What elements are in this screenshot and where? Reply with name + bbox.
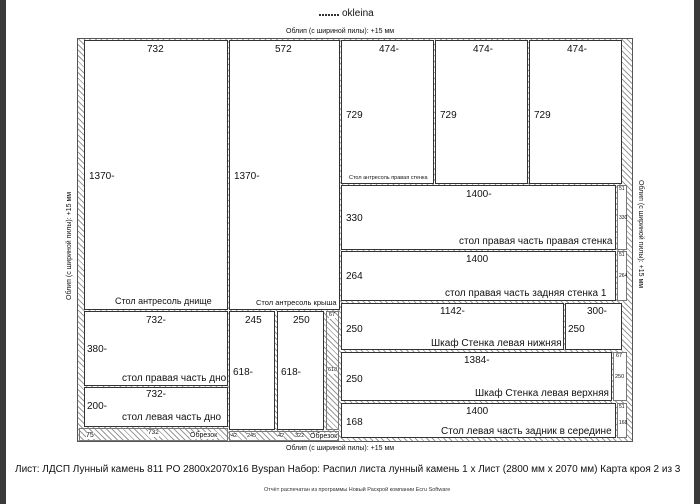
part[interactable] [529,40,622,184]
part-width: 474- [567,44,588,55]
part-name: Стол левая часть задник в середине [441,426,612,437]
part-name: стол правая часть правая стенка [459,236,613,247]
offcut [229,431,339,441]
part[interactable] [341,303,564,350]
part-width: 474- [379,44,400,55]
part-height: 729 [346,110,363,121]
part-name: стол правая часть задняя стенка 1 [445,288,607,299]
offcut-label: Обрезок [190,432,218,439]
part-name: Стол антресоль днище [115,296,212,306]
part-height: 729 [534,110,551,121]
part-height: 330 [346,213,363,224]
part[interactable] [565,303,622,350]
waste-piece [617,251,627,301]
part[interactable] [84,311,228,386]
waste-width: 51 [619,186,625,192]
part-height: 168 [346,417,363,428]
part-height: 729 [440,110,457,121]
part[interactable] [84,387,228,427]
offcut-height: 75 [86,432,94,439]
part[interactable] [341,185,616,250]
waste-width: 51 [619,252,625,258]
part-height: 618- [233,367,254,378]
waste-piece [613,352,627,401]
waste-width: 67 [616,353,623,359]
right-edge-label: Облип (с шириной пилы): +15 мм [637,180,644,289]
report-credit: Отчёт распечатан из программы Новый Раскрой компании Ecru Software [264,487,451,493]
waste-height: 330 [619,215,628,221]
part-height: 264 [346,271,363,282]
part-width: 474- [473,44,494,55]
part-width: 1384- [464,355,490,366]
part-width: 732- [146,315,167,326]
part-width: 732- [146,389,167,400]
offcut-a: 42 [231,433,238,439]
bottom-edge-label: Облип (с шириной пилы): +15 мм [286,445,395,452]
top-edge-label: Облип (с шириной пилы): +15 мм [286,28,395,35]
part[interactable] [229,311,275,430]
sheet-info: Лист: ЛДСП Лунный камень 811 PO 2800x2070x16 Byspan Набор: Распил листа лунный камень 1 х Лист (2800 мм х 2070 мм) Карта кроя 2 из 3 [15,464,681,475]
part-width: 245 [245,315,262,326]
part-width: 1400 [466,406,489,417]
offcut-d: 322 [295,433,305,439]
waste-height: 250 [615,374,625,380]
part-name: Шкаф Стенка левая верхняя [475,388,609,399]
part-name: Стол антресоль правая стенка [349,175,428,181]
part[interactable] [341,403,616,438]
waste-height: 264 [619,273,628,279]
part-width: 572 [275,44,292,55]
part[interactable] [341,40,434,184]
sheet [77,38,633,442]
waste-piece [326,311,339,430]
offcut-width: 732 [148,429,159,436]
part[interactable] [277,311,324,430]
part-width: 732 [147,44,164,55]
part-height: 618- [281,367,302,378]
left-edge-label: Облип (с шириной пилы): +15 мм [66,191,73,300]
offcut [79,428,228,441]
part-width: 300- [587,306,608,317]
part-height: 250 [346,374,363,385]
part-width: 1400- [466,189,492,200]
part-height: 380- [87,344,108,355]
part[interactable] [341,251,616,301]
waste-height: 168 [619,420,628,426]
offcut-b: 245 [247,433,257,439]
waste-width: 51 [619,404,625,410]
report-page [6,0,694,504]
part-height: 1370- [89,171,115,182]
logo-mark [319,14,339,16]
part-height: 1370- [234,171,260,182]
part[interactable] [341,352,612,401]
part-height: 250 [568,324,585,335]
offcut-c: 42 [278,433,285,439]
part-width: 1400 [466,254,489,265]
part-width: 250 [293,315,310,326]
part-name: стол правая часть дно [122,373,227,384]
waste-height: 618 [328,367,338,373]
waste-piece [617,185,627,250]
part[interactable] [84,40,228,310]
part-width: 1142- [440,306,465,317]
part-height: 250 [346,324,363,335]
waste-width: 67 [329,312,336,318]
part-height: 200- [87,401,108,412]
part-name: стол левая часть дно [122,412,222,423]
offcut-label: Обрезок [310,433,338,440]
part[interactable] [435,40,528,184]
part[interactable] [229,40,340,310]
waste-piece [617,403,627,438]
part-name: Шкаф Стенка левая нижняя [431,338,562,349]
logo-text: okleina [342,8,374,19]
part-name: Стол антресоль крыша [256,298,337,307]
